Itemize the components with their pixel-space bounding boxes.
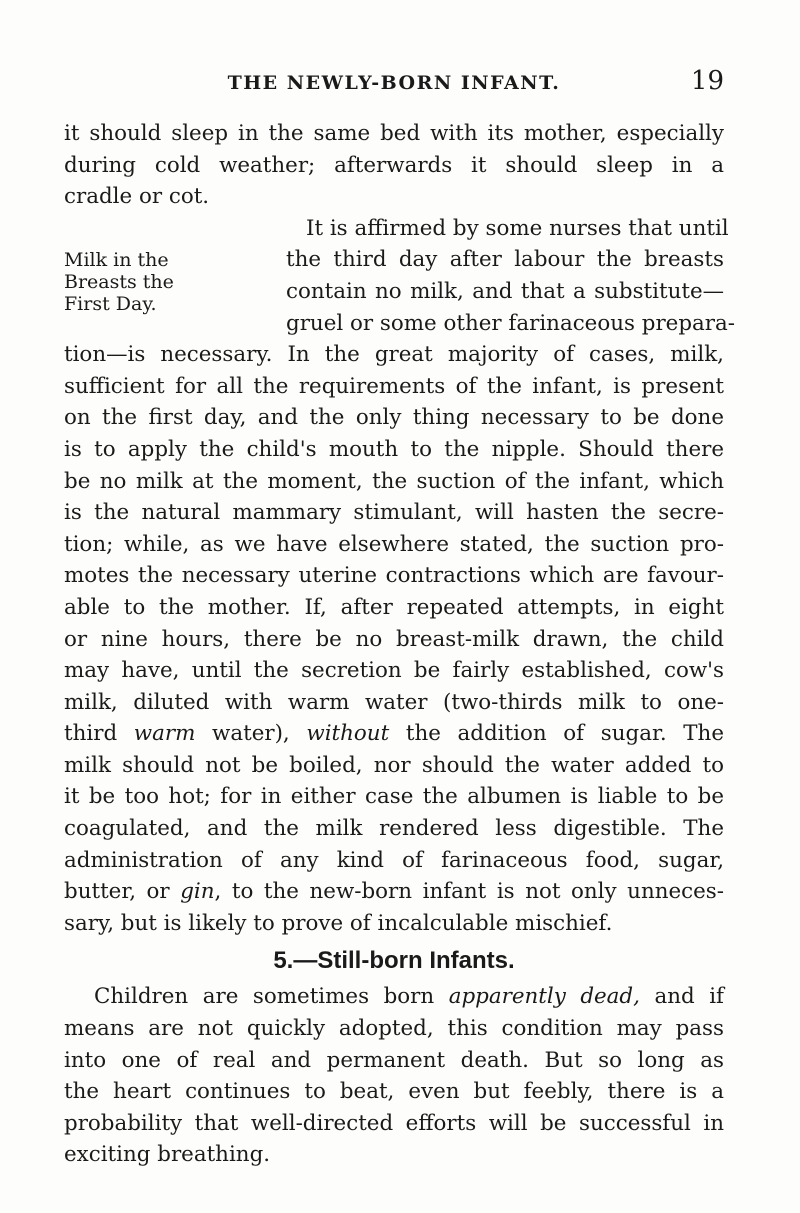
paragraph-2-block [64,213,735,940]
text-line: milk, diluted with warm water (two-thirds milk to one- [64,689,724,715]
text-line: probability that well-directed efforts will be successful in [64,1110,724,1136]
paragraph-2 [64,213,735,940]
section-heading: 5.—Still-born Infants. [273,947,515,975]
margin-sidenote [64,249,264,315]
emphasis-without: without [306,721,390,747]
text-line: able to the mother. If, after repeated attempts, in eight [64,594,724,620]
text-line [64,718,724,750]
text-line: on the first day, and the only thing necessary to be done [64,405,724,431]
text-line: sary, but is likely to prove of incalculable mischief. [64,910,613,936]
running-head [64,66,724,102]
text-line: milk should not be boiled, nor should the water added to [64,752,724,778]
text-line: It is affirmed by some nurses that until [306,215,729,241]
text-line: tion; while, as we have elsewhere stated, the suction pro- [64,531,724,557]
text-line: the heart continues to beat, even but feebly, there is a [64,1079,724,1105]
emphasis-warm: warm [133,721,196,747]
text-line: or nine hours, there be no breast-milk drawn, the child [64,626,724,652]
text-line: means are not quickly adopted, this condition may pass [64,1016,724,1042]
emphasis-apparently-dead: apparently dead, [448,984,640,1010]
body-text [64,118,735,1171]
sidenote-line: Milk in the [64,248,169,271]
text-line [64,876,724,908]
text-run: water), [195,721,307,747]
page-number: 19 [690,66,724,96]
running-title: THE NEWLY-BORN INFANT. [227,72,561,94]
text-line: contain no milk, and that a substitute— [286,278,724,304]
text-line: it be too hot; for in either case the albumen is liable to be [64,784,724,810]
text-line: cradle or cot. [64,184,210,210]
emphasis-gin: gin [180,879,215,905]
text-line: may have, until the secretion be fairly established, cow's [64,658,724,684]
text-run: the addition of sugar. The [389,721,724,747]
paragraph-3 [64,981,724,1171]
text-line: is the natural mammary stimulant, will hasten the secre- [64,500,724,526]
text-run: , to the new-born infant is not only unneces- [214,879,724,905]
text-line: motes the necessary uterine contractions which are favour- [64,563,724,589]
text-line: into one of real and permanent death. But so long as [64,1047,724,1073]
sidenote-line: First Day. [64,292,157,315]
text-line [64,981,724,1013]
text-line: exciting breathing. [64,1142,271,1168]
text-line: is to apply the child's mouth to the nipple. Should there [64,436,724,462]
text-run: Children are sometimes born [94,984,449,1010]
paragraph-1 [64,118,724,213]
sidenote-line: Breasts the [64,270,174,293]
text-run: third [64,721,134,747]
text-line: the third day after labour the breasts [286,247,724,273]
text-run: butter, or [64,879,181,905]
text-line: coagulated, and the milk rendered less digestible. The [64,816,724,842]
text-line: sufficient for all the requirements of the infant, is present [64,373,724,399]
text-line: tion—is necessary. In the great majority of cases, milk, [64,342,724,368]
text-line: during cold weather; afterwards it should sleep in a [64,152,724,178]
text-line: gruel or some other farinaceous prepara- [286,310,735,336]
text-run: and if [639,984,724,1010]
text-line: be no milk at the moment, the suction of the infant, which [64,468,724,494]
text-line: administration of any kind of farinaceous food, sugar, [64,847,724,873]
text-line: it should sleep in the same bed with its mother, especially [64,121,724,146]
